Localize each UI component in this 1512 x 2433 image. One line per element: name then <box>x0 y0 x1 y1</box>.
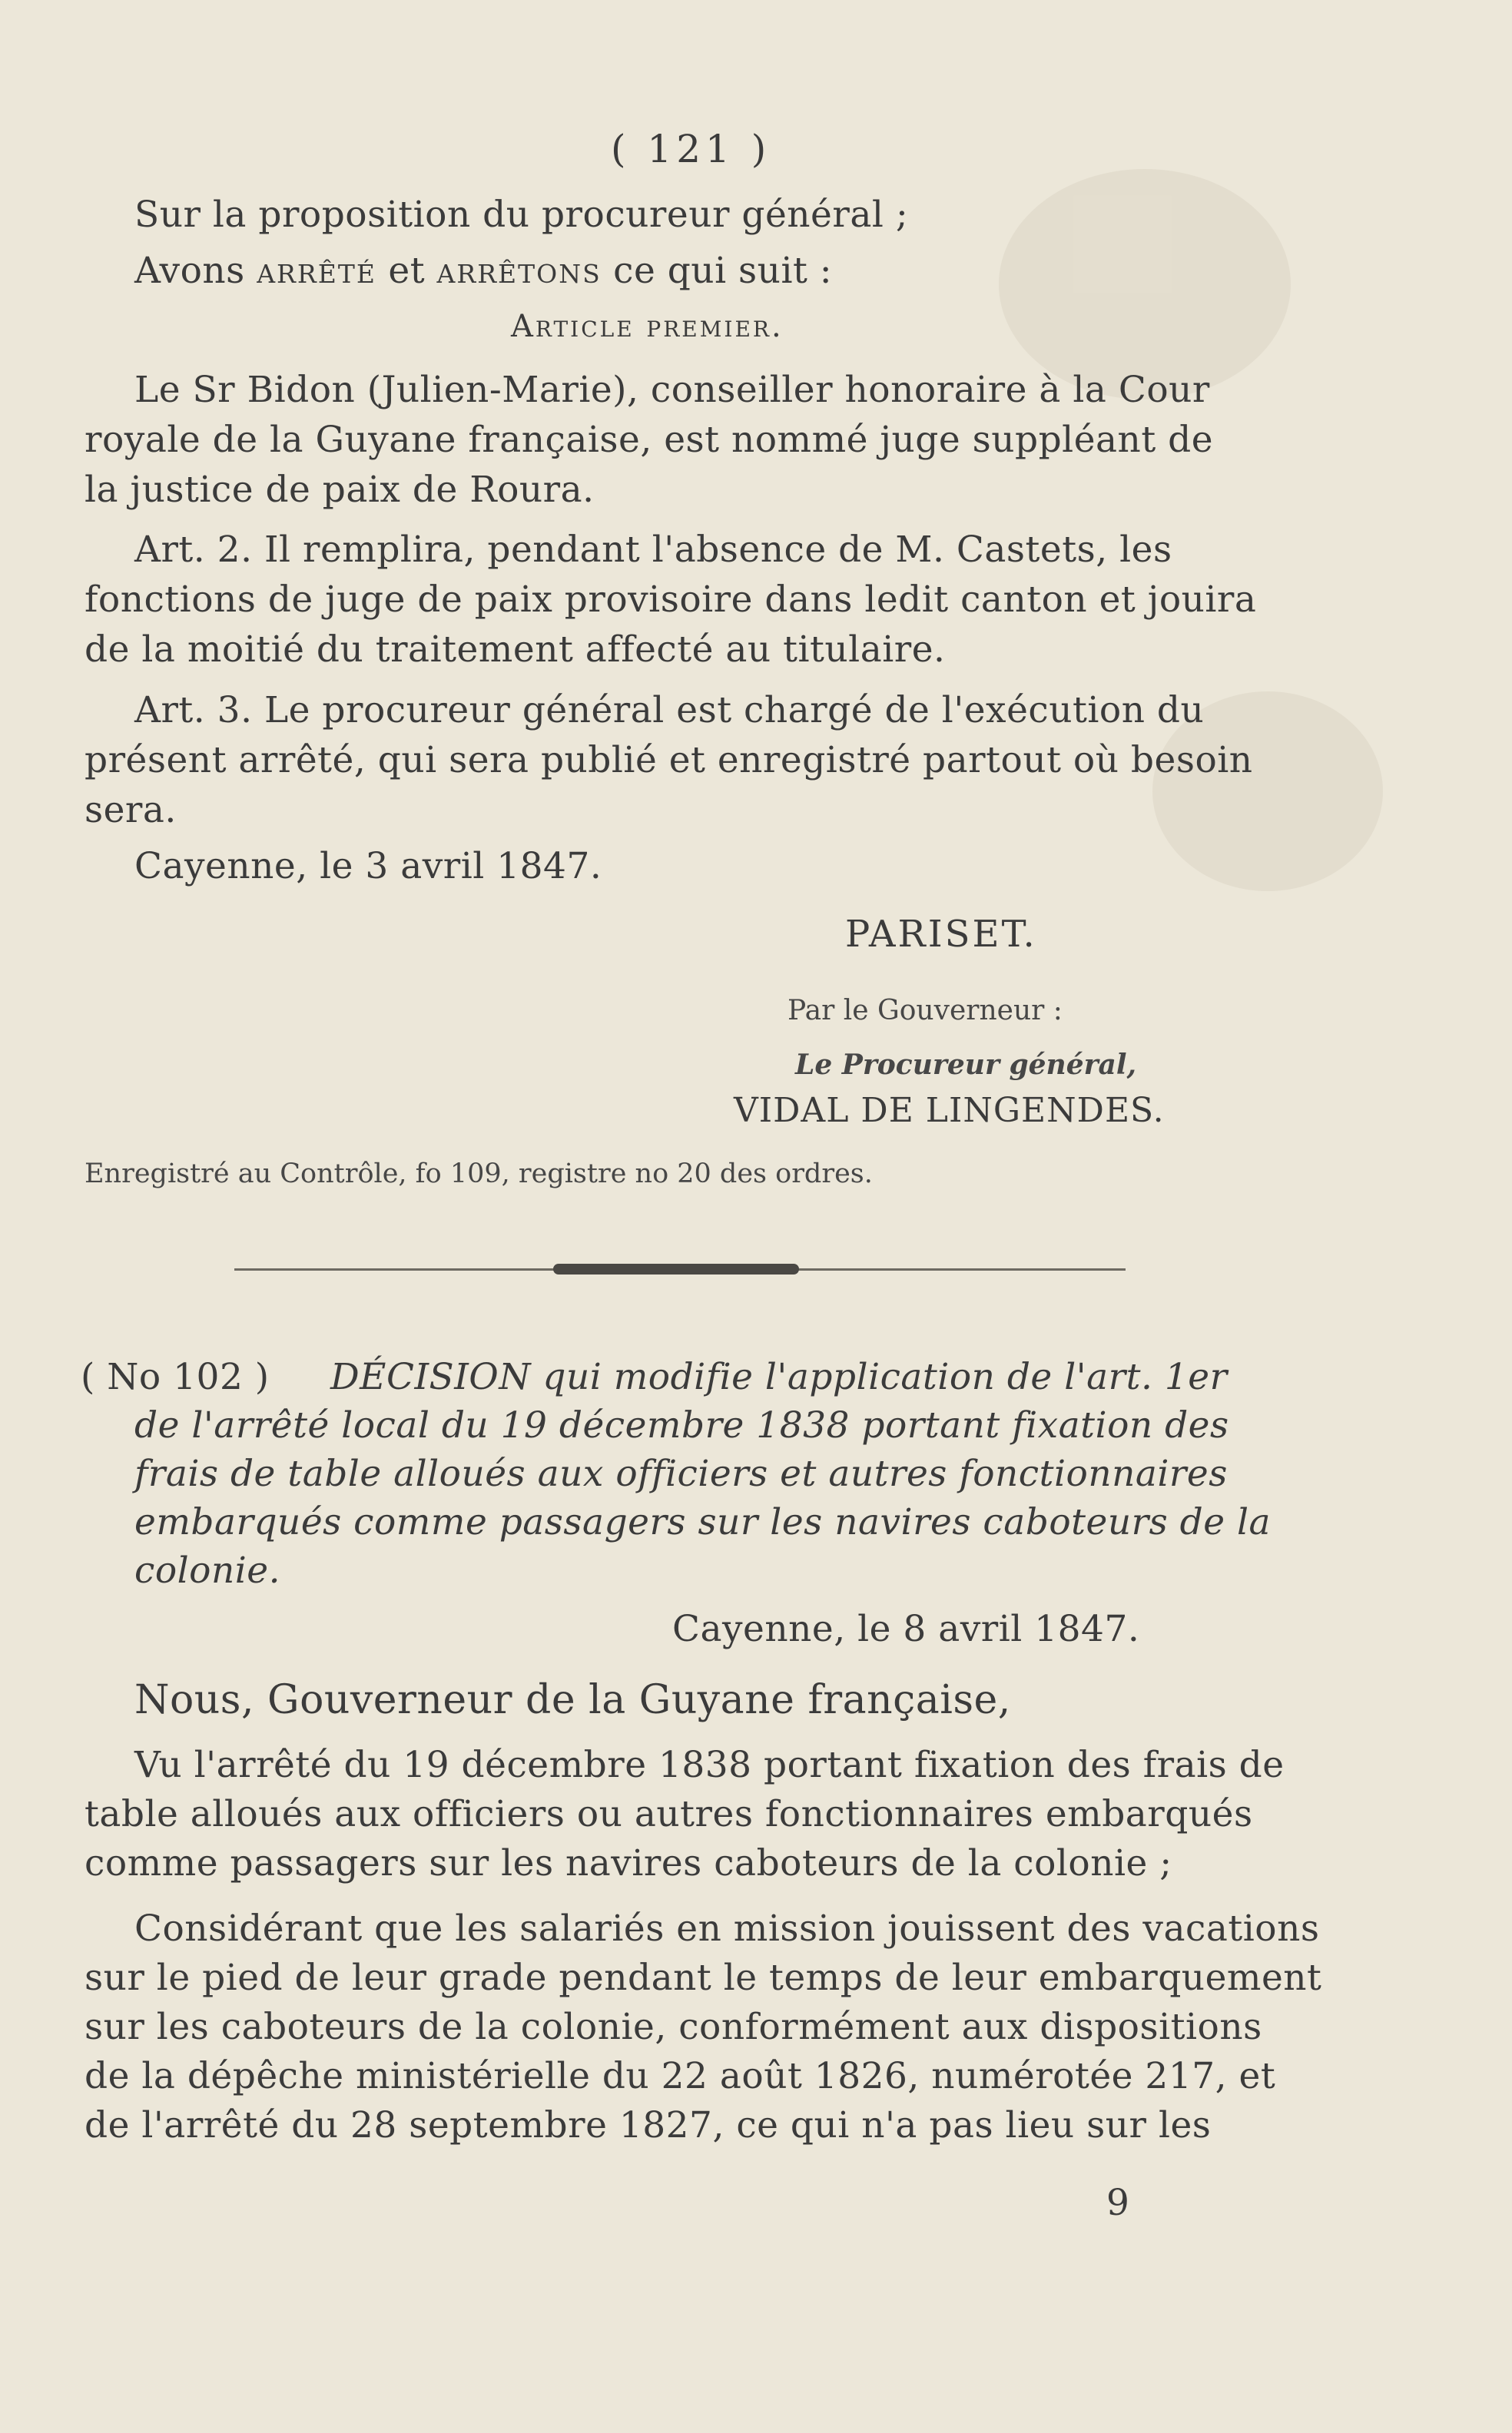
decision-date: Cayenne, le 8 avril 1847. <box>672 1608 1140 1650</box>
preamble-text: Avons <box>134 250 257 292</box>
decision-title-line: frais de table alloués aux officiers et autres fonctionnaires <box>134 1453 1228 1495</box>
article-3-line: présent arrêté, qui sera publié et enregistré partout où besoin <box>85 739 1253 781</box>
considerant-line: de la dépêche ministérielle du 22 août 1826, numérotée 217, et <box>85 2055 1276 2097</box>
procureur-name: VIDAL DE LINGENDES. <box>734 1091 1165 1130</box>
article-3-line: sera. <box>85 789 177 831</box>
considerant-line: Considérant que les salariés en mission jouissent des vacations <box>134 1908 1320 1950</box>
arrete-date: Cayenne, le 3 avril 1847. <box>134 845 602 887</box>
section-divider-ornament <box>553 1264 799 1275</box>
article-heading: Article premier. <box>511 309 784 344</box>
article-2-line: fonctions de juge de paix provisoire dans ledit canton et jouira <box>85 578 1257 621</box>
article-1-line: Le Sr Bidon (Julien-Marie), conseiller honoraire à la Cour <box>134 369 1210 411</box>
decision-number: ( No 102 ) <box>81 1356 270 1398</box>
decision-title-line: DÉCISION qui modifie l'application de l'art. 1er <box>330 1356 1228 1398</box>
page-number-header: ( 121 ) <box>611 127 771 171</box>
preamble-line: Sur la proposition du procureur général ; <box>134 194 909 236</box>
procureur-title: Le Procureur général, <box>795 1049 1137 1081</box>
considerant-line: sur le pied de leur grade pendant le temps de leur embarquement <box>85 1957 1322 1999</box>
decision-title-line: colonie. <box>134 1550 281 1592</box>
signature-mark: 9 <box>1106 2182 1130 2224</box>
preamble-smallcaps: arrêtons <box>436 250 602 292</box>
preamble-text: ce qui suit : <box>601 250 833 292</box>
paper-stain <box>999 169 1291 399</box>
article-1-line: royale de la Guyane française, est nommé juge suppléant de <box>85 419 1214 461</box>
decision-title-line: embarqués comme passagers sur les navires caboteurs de la <box>134 1501 1272 1543</box>
vu-line: table alloués aux officiers ou autres fonctionnaires embarqués <box>85 1793 1253 1835</box>
countersign-label: Par le Gouverneur : <box>788 995 1063 1026</box>
preamble-line <box>134 250 832 292</box>
decision-preamble-heading: Nous, Gouverneur de la Guyane française, <box>134 1677 1011 1723</box>
governor-signature: PARISET. <box>845 913 1037 956</box>
article-3-line: Art. 3. Le procureur général est chargé de l'exécution du <box>134 689 1205 731</box>
vu-line: comme passagers sur les navires caboteurs de la colonie ; <box>85 1842 1172 1884</box>
article-1-line: la justice de paix de Roura. <box>85 469 595 511</box>
vu-line: Vu l'arrêté du 19 décembre 1838 portant fixation des frais de <box>134 1744 1285 1786</box>
article-2-line: Art. 2. Il remplira, pendant l'absence de M. Castets, les <box>134 529 1172 571</box>
considerant-line: sur les caboteurs de la colonie, conformément aux dispositions <box>85 2006 1262 2048</box>
decision-title-line: de l'arrêté local du 19 décembre 1838 portant fixation des <box>134 1404 1229 1447</box>
considerant-line: de l'arrêté du 28 septembre 1827, ce qui n'a pas lieu sur les <box>85 2104 1212 2146</box>
registration-note: Enregistré au Contrôle, fo 109, registre no 20 des ordres. <box>85 1158 873 1189</box>
article-2-line: de la moitié du traitement affecté au titulaire. <box>85 628 946 671</box>
preamble-text: et <box>376 250 437 292</box>
preamble-smallcaps: arrêté <box>257 250 376 292</box>
